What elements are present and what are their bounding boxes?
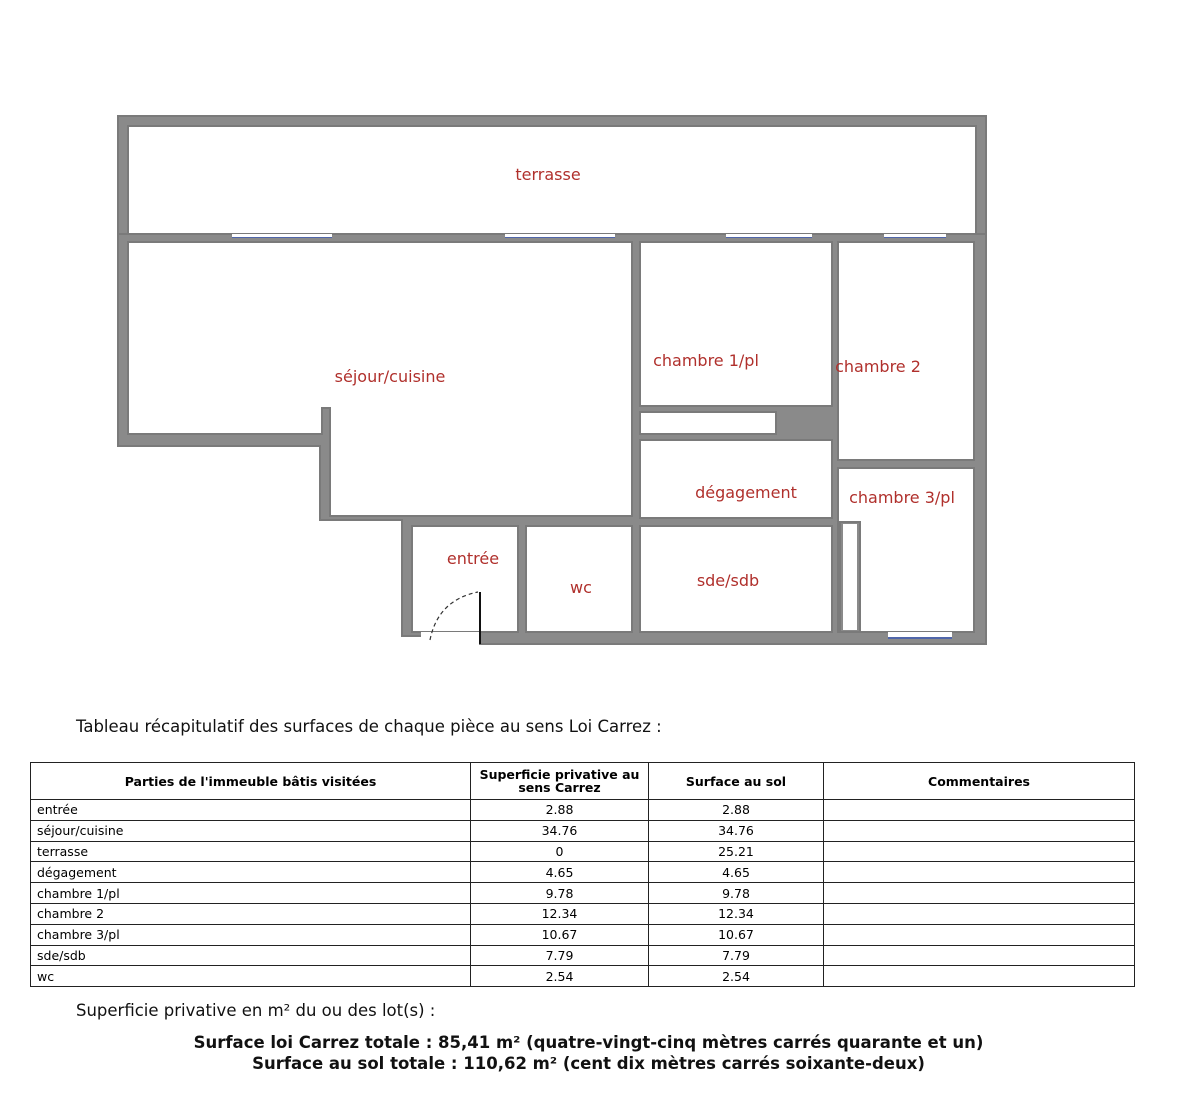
table-row — [31, 841, 1135, 862]
table-row — [31, 945, 1135, 966]
cell-sol: 12.34 — [649, 903, 824, 924]
cell-sol: 25.21 — [649, 841, 824, 862]
cell-comment — [824, 862, 1135, 883]
cell-carrez: 7.79 — [471, 945, 649, 966]
table-row — [31, 800, 1135, 821]
closet — [640, 412, 776, 434]
cell-comment — [824, 800, 1135, 821]
table-row — [31, 862, 1135, 883]
cell-name: entrée — [31, 800, 471, 821]
cell-carrez: 2.88 — [471, 800, 649, 821]
cell-name: chambre 1/pl — [31, 883, 471, 904]
header-parties: Parties de l'immeuble bâtis visitées — [31, 763, 471, 800]
total-sol: Surface au sol totale : 110,62 m² (cent dix mètres carrés soixante-deux) — [252, 1054, 925, 1073]
cell-sol: 7.79 — [649, 945, 824, 966]
label-sde: sde/sdb — [696, 571, 760, 590]
room-entree — [412, 526, 518, 632]
summary-title: Tableau récapitulatif des surfaces de chaque pièce au sens Loi Carrez : — [76, 717, 662, 736]
cell-carrez: 9.78 — [471, 883, 649, 904]
cell-comment — [824, 924, 1135, 945]
cell-carrez: 12.34 — [471, 903, 649, 924]
cell-carrez: 34.76 — [471, 820, 649, 841]
table-row — [31, 820, 1135, 841]
cell-carrez: 4.65 — [471, 862, 649, 883]
cell-carrez: 2.54 — [471, 966, 649, 987]
label-degagement: dégagement — [695, 483, 797, 502]
label-chambre2: chambre 2 — [835, 357, 921, 376]
cell-sol: 34.76 — [649, 820, 824, 841]
total-carrez: Surface loi Carrez totale : 85,41 m² (quatre-vingt-cinq mètres carrés quarante et un) — [193, 1033, 984, 1052]
label-sejour: séjour/cuisine — [334, 367, 446, 386]
header-commentaires: Commentaires — [824, 763, 1135, 800]
cell-sol: 2.88 — [649, 800, 824, 821]
cell-sol: 10.67 — [649, 924, 824, 945]
cell-comment — [824, 841, 1135, 862]
table-row — [31, 883, 1135, 904]
label-terrasse: terrasse — [515, 165, 581, 184]
label-wc: wc — [570, 578, 592, 597]
cell-comment — [824, 820, 1135, 841]
header-carrez: Superficie privative au sens Carrez — [471, 763, 649, 800]
cell-sol: 2.54 — [649, 966, 824, 987]
walls — [118, 116, 986, 644]
label-entree: entrée — [446, 549, 500, 568]
cell-sol: 9.78 — [649, 883, 824, 904]
cell-name: dégagement — [31, 862, 471, 883]
cell-sol: 4.65 — [649, 862, 824, 883]
surface-table — [30, 762, 1135, 987]
cell-name: séjour/cuisine — [31, 820, 471, 841]
table-body — [31, 800, 1135, 987]
cell-name: wc — [31, 966, 471, 987]
cell-comment — [824, 945, 1135, 966]
cell-comment — [824, 903, 1135, 924]
room-chambre2 — [838, 242, 974, 460]
room-degagement — [640, 440, 832, 518]
table-header-row — [31, 763, 1135, 800]
table-row — [31, 966, 1135, 987]
cell-carrez: 10.67 — [471, 924, 649, 945]
label-chambre1: chambre 1/pl — [653, 351, 759, 370]
total-intro: Superficie privative en m² du ou des lot(s) : — [76, 1001, 436, 1020]
cell-carrez: 0 — [471, 841, 649, 862]
table-row — [31, 924, 1135, 945]
cell-comment — [824, 966, 1135, 987]
cell-name: terrasse — [31, 841, 471, 862]
table-row — [31, 903, 1135, 924]
cell-name: sde/sdb — [31, 945, 471, 966]
totals-block — [0, 1032, 1177, 1074]
room-chambre1 — [640, 242, 832, 406]
cell-name: chambre 2 — [31, 903, 471, 924]
cell-comment — [824, 883, 1135, 904]
cell-name: chambre 3/pl — [31, 924, 471, 945]
header-sol: Surface au sol — [649, 763, 824, 800]
label-chambre3: chambre 3/pl — [849, 488, 955, 507]
